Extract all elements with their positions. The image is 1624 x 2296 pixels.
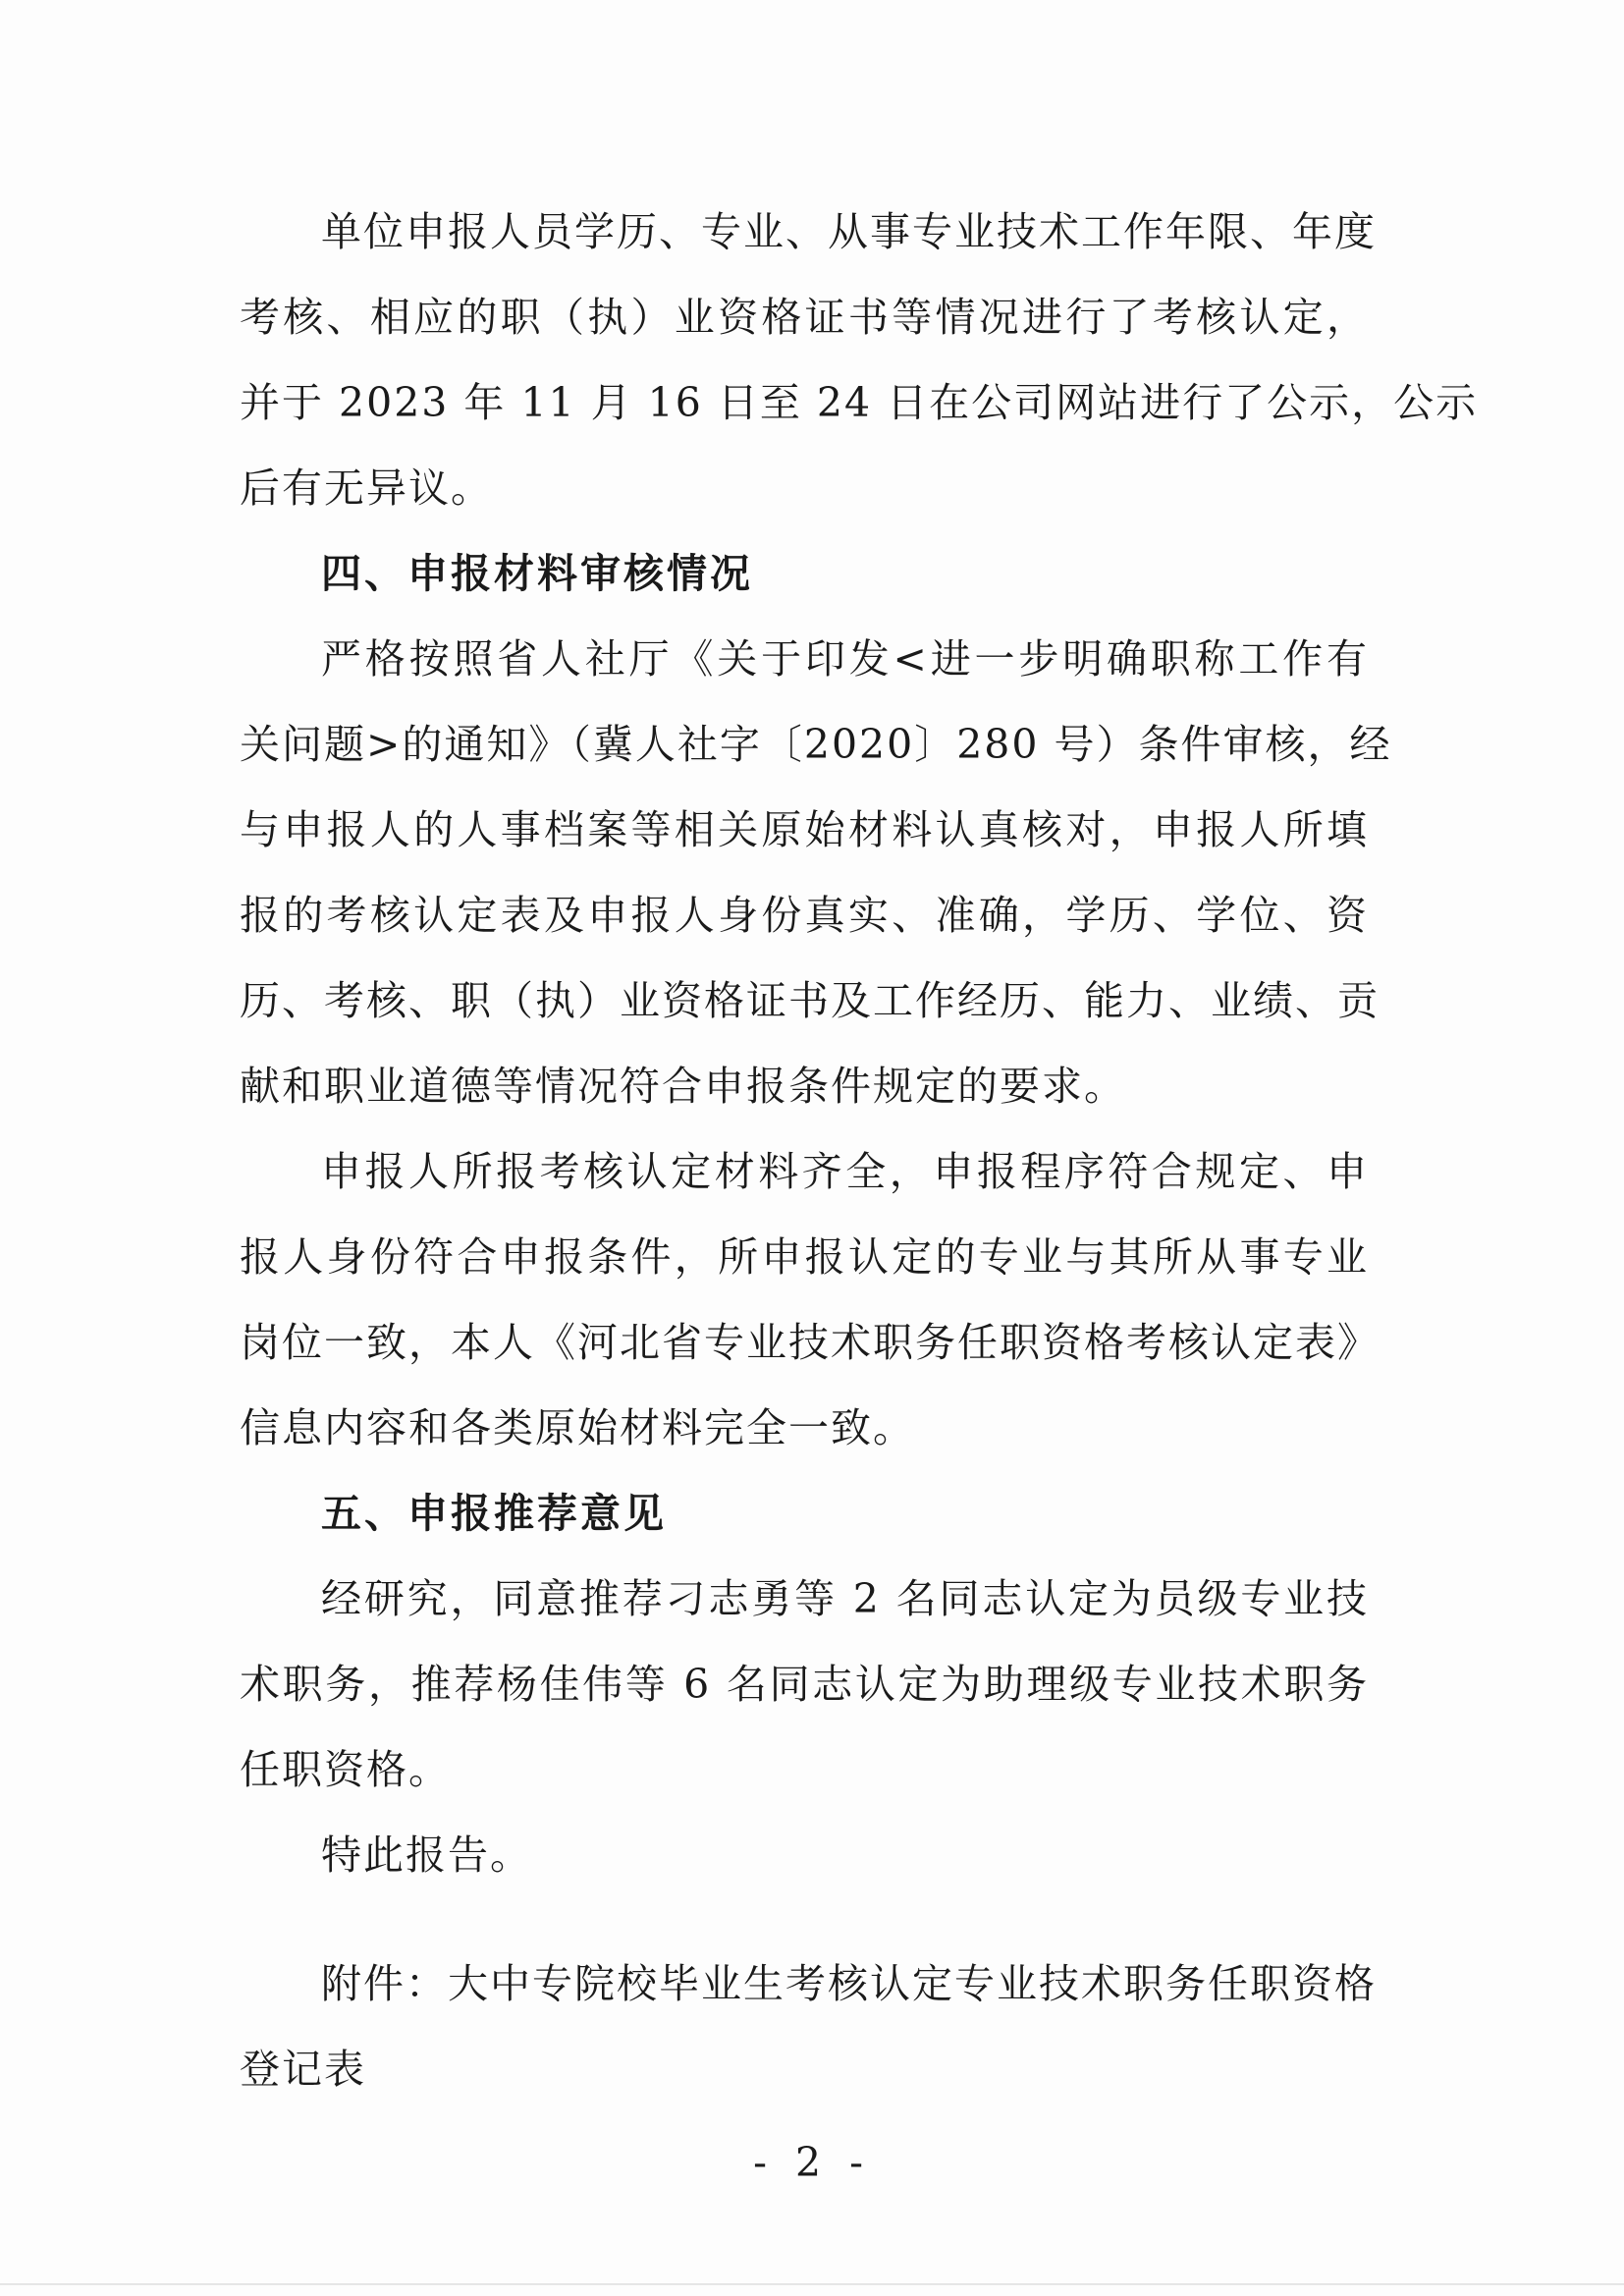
paragraph-line: 任职资格。 bbox=[240, 1746, 451, 1793]
attachment-line: 登记表 bbox=[240, 2046, 366, 2093]
page-number: - 2 - bbox=[753, 2139, 871, 2186]
paragraph-line: 申报人所报考核认定材料齐全，申报程序符合规定、申 bbox=[321, 1148, 1369, 1195]
paragraph-line: 经研究，同意推荐刁志勇等 2 名同志认定为员级专业技 bbox=[321, 1575, 1369, 1622]
paragraph-line: 术职务，推荐杨佳伟等 6 名同志认定为助理级专业技术职务 bbox=[240, 1661, 1369, 1708]
paragraph-line: 信息内容和各类原始材料完全一致。 bbox=[240, 1404, 915, 1451]
paragraph-line: 并于 2023 年 11 月 16 日至 24 日在公司网站进行了公示，公示 bbox=[240, 379, 1479, 426]
paragraph-line: 严格按照省人社厅《关于印发<进一步明确职称工作有 bbox=[321, 635, 1369, 683]
paragraph-line: 关问题>的通知》（冀人社字〔2020〕280 号）条件审核，经 bbox=[240, 721, 1392, 768]
paragraph-line: 考核、相应的职（执）业资格证书等情况进行了考核认定， bbox=[240, 294, 1369, 341]
paragraph-line: 报的考核认定表及申报人身份真实、准确，学历、学位、资 bbox=[240, 892, 1369, 939]
paragraph-line: 与申报人的人事档案等相关原始材料认真核对，申报人所填 bbox=[240, 806, 1369, 853]
paragraph-line: 历、考核、职（执）业资格证书及工作经历、能力、业绩、贡 bbox=[240, 977, 1380, 1024]
paragraph-line: 报人身份符合申报条件，所申报认定的专业与其所从事专业 bbox=[240, 1233, 1369, 1281]
paragraph-line: 岗位一致，本人《河北省专业技术职务任职资格考核认定表》 bbox=[240, 1319, 1380, 1366]
scan-edge-divider bbox=[0, 2283, 1624, 2285]
attachment-line: 附件：大中专院校毕业生考核认定专业技术职务任职资格 bbox=[321, 1960, 1377, 2007]
closing-line: 特此报告。 bbox=[321, 1831, 532, 1879]
paragraph-line: 献和职业道德等情况符合申报条件规定的要求。 bbox=[240, 1063, 1126, 1110]
section-heading-recommendation: 五、申报推荐意见 bbox=[321, 1490, 667, 1537]
paragraph-line: 后有无异议。 bbox=[240, 465, 493, 512]
section-heading-review: 四、申报材料审核情况 bbox=[321, 550, 753, 597]
paragraph-line: 单位申报人员学历、专业、从事专业技术工作年限、年度 bbox=[321, 208, 1377, 255]
